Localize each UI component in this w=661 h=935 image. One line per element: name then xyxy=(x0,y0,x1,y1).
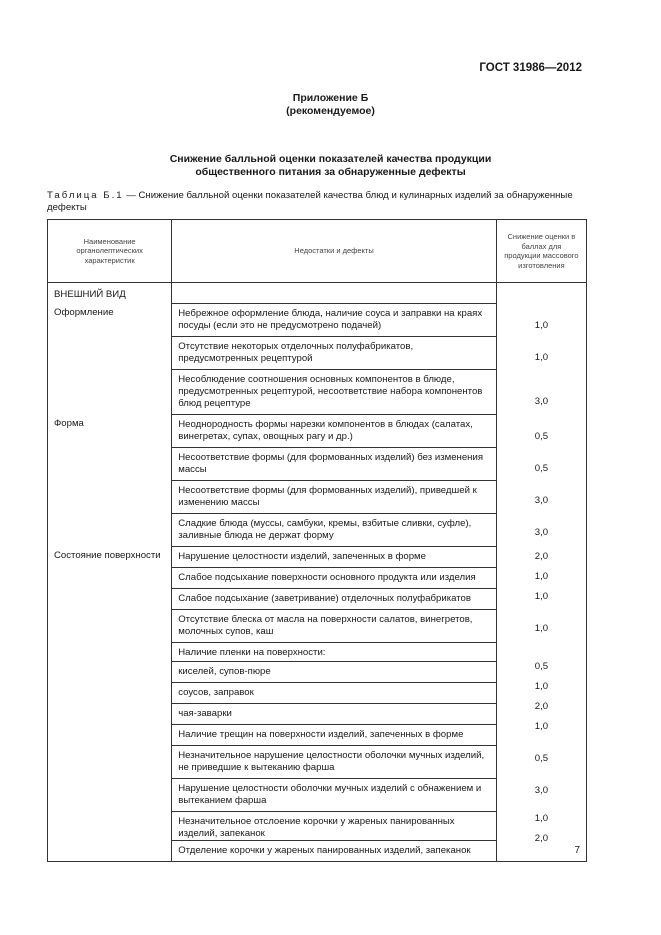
characteristic-name: Форма xyxy=(54,418,84,429)
defect-cell xyxy=(172,447,496,480)
score-value: 2,0 xyxy=(534,551,549,562)
score-cell xyxy=(497,696,586,716)
header-characteristics: Наименование органолептических характеристик xyxy=(48,220,172,283)
defect-cell xyxy=(172,609,496,642)
defects-table xyxy=(47,219,587,862)
defect-text: Несоблюдение соотношения основных компонентов в блюде, предусмотренных рецептурой, несоответствие набора компонентов блюд рецептуре xyxy=(178,374,483,409)
characteristic-name: Состояние поверхности xyxy=(54,550,161,561)
defect-text: Отсутствие блеска от масла на поверхности салатов, винегретов, молочных супов, каш xyxy=(178,614,473,637)
defect-text: Слабое подсыхание поверхности основного продукта или изделия xyxy=(178,572,476,583)
score-value: 3,0 xyxy=(534,495,549,506)
score-cell xyxy=(497,656,586,676)
score-cell xyxy=(497,335,586,367)
defect-cell xyxy=(172,414,496,447)
defect-cell xyxy=(172,303,496,336)
score-cell xyxy=(497,414,586,446)
appendix-title: Приложение Б xyxy=(292,92,369,104)
defect-text: Несоответствие формы (для формованных изделий), приведшей к изменению массы xyxy=(178,485,477,508)
score-cell xyxy=(497,446,586,478)
group-row xyxy=(48,546,587,862)
section-title: ВНЕШНИЙ ВИД xyxy=(54,289,126,300)
defect-text: чая-заварки xyxy=(178,708,232,719)
score-value: 2,0 xyxy=(534,833,549,844)
defect-cell xyxy=(172,480,496,513)
score-value: 1,0 xyxy=(534,320,549,331)
score-value: 0,5 xyxy=(534,661,549,672)
defect-text: Отсутствие некоторых отделочных полуфабрикатов, предусмотренных рецептурой xyxy=(178,341,414,364)
document-code: ГОСТ 31986—2012 xyxy=(479,62,582,74)
header-defects: Недостатки и дефекты xyxy=(172,220,497,283)
score-cell xyxy=(497,716,586,736)
appendix-subtitle: (рекомендуемое) xyxy=(286,105,375,117)
group-row xyxy=(48,303,587,414)
defect-text: Несоответствие формы (для формованных изделий) без изменения массы xyxy=(178,452,484,475)
defect-text: Слабое подсыхание (заветривание) отделочных полуфабрикатов xyxy=(178,593,471,604)
score-value: 3,0 xyxy=(534,785,549,796)
defect-cell xyxy=(172,369,496,414)
page-number: 7 xyxy=(574,845,580,856)
defect-text: Незначительное нарушение целостности оболочки мучных изделий, не приведшие к вытеканию фарша xyxy=(178,750,485,773)
defect-cell xyxy=(172,778,496,811)
score-value: 1,0 xyxy=(534,813,549,824)
score-cell xyxy=(497,736,586,768)
defect-cell xyxy=(172,336,496,369)
heading-line-1: Снижение балльной оценки показателей качества продукции xyxy=(169,153,492,165)
table-header-row xyxy=(48,220,587,283)
score-cell xyxy=(497,676,586,696)
header-score: Снижение оценки в баллах для продукции массового изготовления xyxy=(496,220,586,283)
score-cell xyxy=(497,510,586,542)
characteristic-name: Оформление xyxy=(54,307,114,318)
defect-text: Наличие пленки на поверхности: xyxy=(178,647,326,658)
score-value: 2,0 xyxy=(534,701,549,712)
score-value: 3,0 xyxy=(534,527,549,538)
score-value: 1,0 xyxy=(534,352,549,363)
defect-cell xyxy=(172,840,496,861)
defect-text: Неоднородность формы нарезки компонентов в блюдах (салатах, винегретах, супах, овощных рагу и др.) xyxy=(178,419,473,442)
defect-text: Нарушение целостности оболочки мучных изделий с обнажением и вытеканием фарша xyxy=(178,783,482,806)
defect-cell xyxy=(172,588,496,609)
defect-text: Отделение корочки у жареных панированных изделий, запеканок xyxy=(178,845,471,856)
score-value: 3,0 xyxy=(534,396,549,407)
score-cell xyxy=(497,800,586,828)
score-cell xyxy=(497,768,586,800)
score-value: 1,0 xyxy=(534,623,549,634)
score-cell xyxy=(497,638,586,656)
score-value: 0,5 xyxy=(534,753,549,764)
table-caption-text: — Снижение балльной оценки показателей качества блюд и кулинарных изделий за обнаруженные дефекты xyxy=(47,190,573,213)
defect-cell xyxy=(172,661,496,682)
defect-text: Незначительное отслоение корочки у жареных панированных изделий, запеканок xyxy=(178,816,455,839)
score-value: 0,5 xyxy=(534,463,549,474)
defect-text: Небрежное оформление блюда, наличие соуса и заправки на краях посуды (если это не предусмотрено подачей) xyxy=(178,308,483,331)
defect-cell xyxy=(172,724,496,745)
defect-text: Нарушение целостности изделий, запеченных в форме xyxy=(178,551,426,562)
score-cell xyxy=(497,303,586,335)
table-caption-label: Таблица Б.1 xyxy=(47,190,124,201)
defect-cell xyxy=(172,642,496,661)
group-row xyxy=(48,414,587,546)
score-cell xyxy=(497,566,586,586)
score-cell xyxy=(497,478,586,510)
defect-cell xyxy=(172,682,496,703)
score-value: 1,0 xyxy=(534,681,549,692)
defect-cell xyxy=(172,811,496,840)
score-cell xyxy=(497,367,586,411)
defect-cell xyxy=(172,745,496,778)
defect-text: Сладкие блюда (муссы, самбуки, кремы, взбитые сливки, суфле), заливные блюда не держат форму xyxy=(178,518,472,541)
score-cell xyxy=(497,606,586,638)
defect-cell xyxy=(172,546,496,567)
section-row xyxy=(48,283,587,304)
table-caption xyxy=(47,190,587,214)
defect-cell xyxy=(172,703,496,724)
score-value: 1,0 xyxy=(534,721,549,732)
score-cell xyxy=(497,586,586,606)
score-cell xyxy=(497,828,586,848)
defect-cell xyxy=(172,567,496,588)
score-cell xyxy=(497,546,586,566)
score-value: 1,0 xyxy=(534,591,549,602)
defect-text: Наличие трещин на поверхности изделий, запеченных в форме xyxy=(178,729,464,740)
score-value: 0,5 xyxy=(534,431,549,442)
defect-text: киселей, супов-пюре xyxy=(178,666,271,677)
heading-line-2: общественного питания за обнаруженные дефекты xyxy=(195,166,466,178)
defect-text: соусов, заправок xyxy=(178,687,254,698)
defect-cell xyxy=(172,513,496,546)
score-value: 1,0 xyxy=(534,571,549,582)
